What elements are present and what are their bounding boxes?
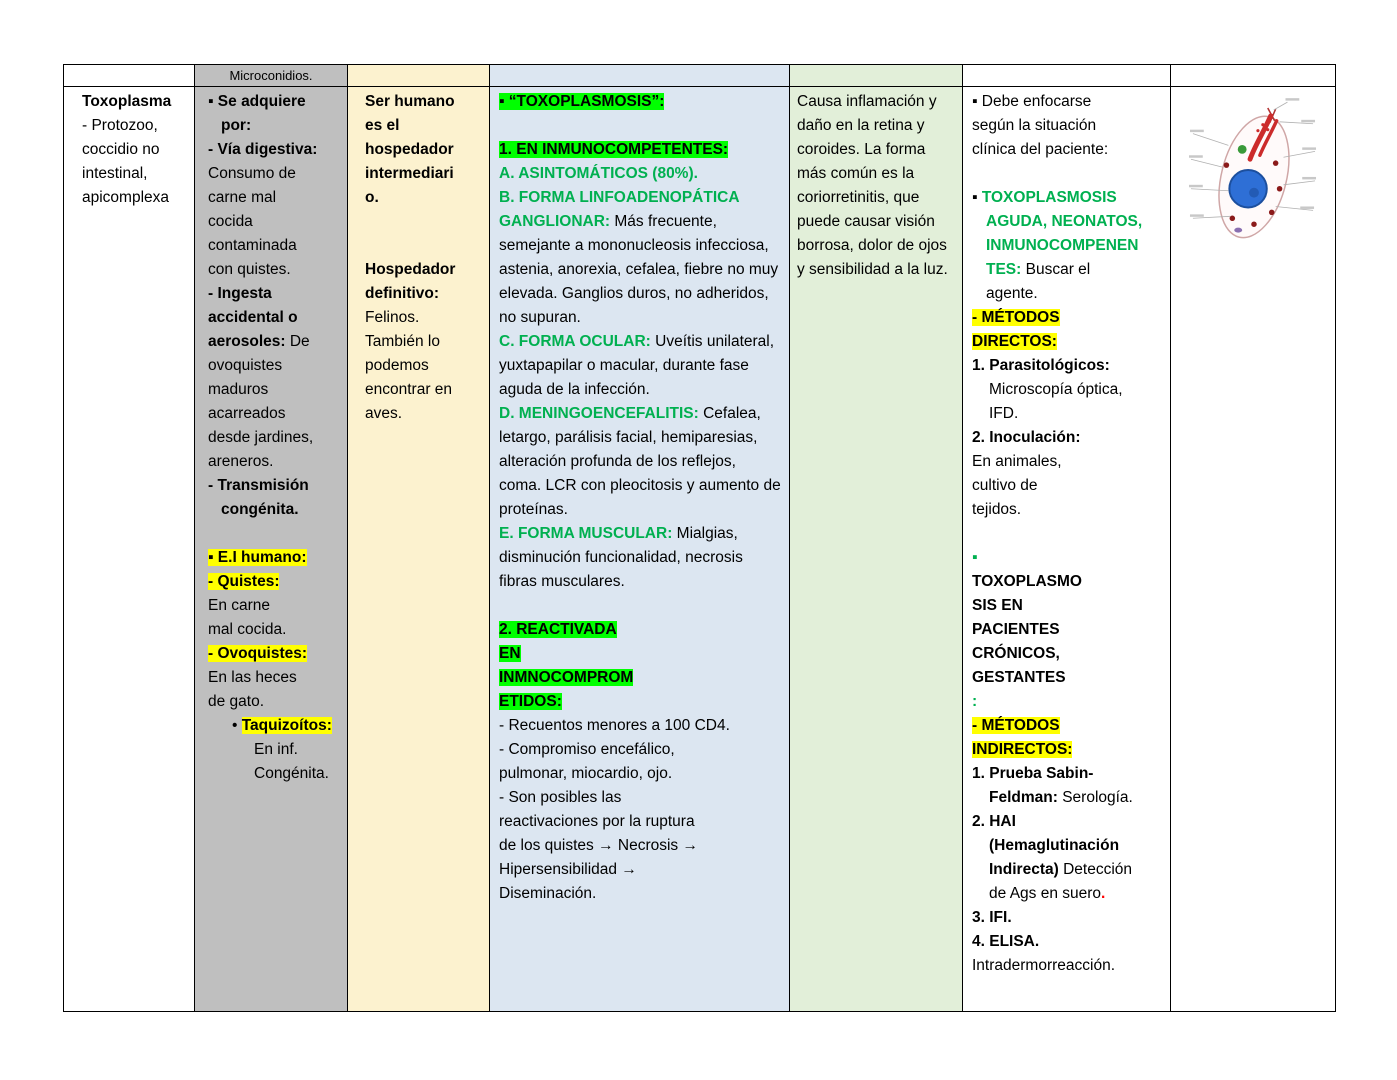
text-run: 2. REACTIVADA EN INMNOCOMPROMETIDOS: bbox=[499, 621, 634, 710]
text-run: 4. ELISA. bbox=[972, 933, 1040, 950]
paragraph bbox=[499, 618, 637, 714]
cell-transmission bbox=[195, 87, 348, 1011]
text-run: - Quistes: bbox=[208, 573, 280, 590]
paragraph bbox=[972, 186, 1144, 306]
paragraph bbox=[499, 714, 782, 738]
text-run: Detección de Ags en suero bbox=[989, 861, 1133, 902]
paragraph bbox=[499, 330, 782, 402]
text-run: - MÉTODOS INDIRECTOS: bbox=[972, 717, 1073, 758]
text-run: ▪ bbox=[972, 549, 978, 566]
paragraph bbox=[208, 546, 320, 570]
paragraph bbox=[972, 762, 1134, 810]
text-run: Hospedador definitivo: bbox=[365, 261, 456, 302]
paragraph bbox=[972, 954, 1134, 978]
blank-line bbox=[208, 522, 320, 546]
paragraph bbox=[365, 258, 457, 426]
paragraph bbox=[499, 786, 707, 906]
paragraph bbox=[972, 546, 1082, 690]
paragraph bbox=[82, 90, 187, 114]
text-run: ▪ Se adquiere por: bbox=[208, 93, 306, 134]
paragraph bbox=[499, 138, 782, 162]
blank-line bbox=[499, 114, 782, 138]
text-run: En las heces de gato. bbox=[208, 669, 297, 710]
paragraph bbox=[972, 90, 1124, 162]
paragraph bbox=[972, 906, 1134, 930]
paragraph bbox=[82, 114, 177, 210]
toxoplasma-cell-diagram-icon bbox=[1189, 94, 1317, 260]
paragraph bbox=[972, 354, 1134, 426]
text-run: TOXOPLASMOSIS EN PACIENTES CRÓNICOS, GESTANTES bbox=[972, 573, 1082, 686]
text-run: TOXOPLASMOSIS AGUDA, NEONATOS, INMUNOCOMPENENTES: bbox=[981, 189, 1143, 278]
blank-line bbox=[972, 162, 1134, 186]
text-run: Microscopía óptica, IFD. bbox=[989, 381, 1123, 422]
text-run: ▪ bbox=[972, 189, 982, 206]
text-run: En inf. Congénita. bbox=[254, 741, 329, 782]
cell-diagnosis bbox=[963, 87, 1171, 1011]
parasitology-table bbox=[63, 64, 1336, 1012]
table-body-row bbox=[64, 87, 1335, 1011]
paragraph bbox=[499, 522, 782, 594]
text-run: - Protozoo, coccidio no intestinal, apicomplexa bbox=[82, 117, 170, 206]
paragraph bbox=[972, 690, 1134, 714]
cell-hosts bbox=[348, 87, 490, 1011]
text-run: : bbox=[972, 693, 978, 710]
text-run: C. FORMA OCULAR: bbox=[499, 333, 656, 350]
paragraph bbox=[972, 810, 1134, 906]
paragraph bbox=[208, 642, 320, 666]
header-cell-diagnosis bbox=[963, 65, 1171, 86]
paragraph bbox=[208, 282, 320, 474]
paragraph bbox=[972, 306, 1092, 354]
text-run: - Ovoquistes: bbox=[208, 645, 308, 662]
header-cell-clinical bbox=[490, 65, 790, 86]
cell-clinical-forms bbox=[490, 87, 790, 1011]
paragraph bbox=[208, 138, 320, 282]
text-run: De ovoquistes maduros acarreados desde jardines, areneros. bbox=[208, 333, 314, 470]
text-run: ▪ Debe enfocarse según la situación clínica del paciente: bbox=[972, 93, 1109, 158]
text-run: 1. Parasitológicos: bbox=[972, 357, 1110, 374]
paragraph bbox=[208, 570, 320, 594]
blank-line bbox=[365, 210, 457, 234]
text-run: Intradermorreacción. bbox=[972, 957, 1116, 974]
cell-parasite-diagram bbox=[1171, 87, 1335, 1011]
text-run: A. ASINTOMÁTICOS (80%). bbox=[499, 165, 698, 182]
paragraph bbox=[208, 714, 340, 786]
text-run: En carne mal cocida. bbox=[208, 597, 287, 638]
text-run: E. FORMA MUSCULAR: bbox=[499, 525, 677, 542]
text-run: ▪ E.I humano: bbox=[208, 549, 307, 566]
text-run: B. FORMA LINFOADENOPÁTICA GANGLIONAR: bbox=[499, 189, 739, 230]
text-run: ▪ “TOXOPLASMOSIS”: bbox=[499, 93, 665, 110]
text-run: 2. Inoculación: bbox=[972, 429, 1081, 446]
paragraph bbox=[208, 90, 320, 138]
text-run: - Compromiso encefálico, pulmonar, miocardio, ojo. bbox=[499, 741, 675, 782]
paragraph bbox=[499, 186, 782, 330]
microconidios-label: Microconidios. bbox=[229, 68, 313, 83]
paragraph bbox=[208, 594, 288, 642]
text-run: Ser humano es el hospedador intermediario. bbox=[365, 93, 455, 206]
paragraph bbox=[499, 162, 782, 186]
paragraph bbox=[499, 90, 782, 114]
blank-line bbox=[972, 522, 1134, 546]
text-run: . bbox=[1101, 885, 1106, 902]
text-run: En animales, cultivo de tejidos. bbox=[972, 453, 1062, 518]
paragraph bbox=[365, 90, 457, 210]
text-run: 1. EN INMUNOCOMPETENTES: bbox=[499, 141, 729, 158]
paragraph bbox=[972, 930, 1134, 954]
text-run: • bbox=[232, 717, 242, 734]
text-run: - Transmisión congénita. bbox=[208, 477, 309, 518]
text-run: - Vía digestiva: bbox=[208, 141, 318, 158]
paragraph bbox=[499, 402, 782, 522]
text-run: 2. HAI (Hemaglutinación Indirecta) bbox=[972, 813, 1120, 878]
text-run: Consumo de carne mal cocida contaminada con quistes. bbox=[208, 165, 297, 278]
text-run: Más frecuente, semejante a mononucleosis infecciosa, astenia, anorexia, cefalea, fiebre no muy elevada. Ganglios duros, no adheridos, no supuran. bbox=[499, 213, 779, 326]
text-run: - Son posibles las reactivaciones por la ruptura de los quistes → Necrosis → Hipersensibilidad → Diseminación. bbox=[499, 789, 698, 902]
paragraph bbox=[208, 666, 310, 714]
blank-line bbox=[365, 234, 457, 258]
paragraph bbox=[797, 90, 955, 282]
text-run: D. MENINGOENCEFALITIS: bbox=[499, 405, 704, 422]
table-header-row bbox=[64, 65, 1335, 87]
text-run: Uveítis unilateral, yuxtapapilar o macular, durante fase aguda de la infección. bbox=[499, 333, 775, 398]
text-run: - Recuentos menores a 100 CD4. bbox=[499, 717, 730, 734]
text-run: - MÉTODOS DIRECTOS: bbox=[972, 309, 1060, 350]
header-cell-microconidios bbox=[195, 65, 348, 86]
header-cell-hosts bbox=[348, 65, 490, 86]
blank-line bbox=[499, 594, 782, 618]
header-cell-diagram bbox=[1171, 65, 1335, 86]
text-run: 1. Prueba Sabin-Feldman: bbox=[972, 765, 1094, 806]
text-run: 3. IFI. bbox=[972, 909, 1012, 926]
header-cell-organism bbox=[64, 65, 195, 86]
cell-organism bbox=[64, 87, 195, 1011]
header-cell-ocular bbox=[790, 65, 963, 86]
text-run: Serología. bbox=[1062, 789, 1133, 806]
paragraph bbox=[208, 474, 320, 522]
paragraph bbox=[972, 426, 1134, 450]
text-run: Toxoplasma bbox=[82, 93, 172, 110]
text-run: Taquizoítos: bbox=[241, 717, 332, 734]
text-run: Cefalea, letargo, parálisis facial, hemiparesias, alteración profunda de los reflejos, coma. LCR con pleocitosis y aumento de proteínas. bbox=[499, 405, 781, 518]
text-run: Causa inflamación y daño en la retina y coroides. La forma más común es la coriorretinitis, que puede causar visión borrosa, dolor de ojos y sensibilidad a la luz. bbox=[797, 93, 948, 278]
paragraph bbox=[972, 714, 1100, 762]
text-run: Buscar el agente. bbox=[986, 261, 1091, 302]
cell-ocular-disease bbox=[790, 87, 963, 1011]
text-run: Felinos. También lo podemos encontrar en aves. bbox=[365, 309, 453, 422]
text-run: Mialgias, disminución funcionalidad, necrosis fibras musculares. bbox=[499, 525, 743, 590]
paragraph bbox=[499, 738, 689, 786]
paragraph bbox=[972, 450, 1084, 522]
text-run: - Ingesta accidental o aerosoles: bbox=[208, 285, 298, 350]
